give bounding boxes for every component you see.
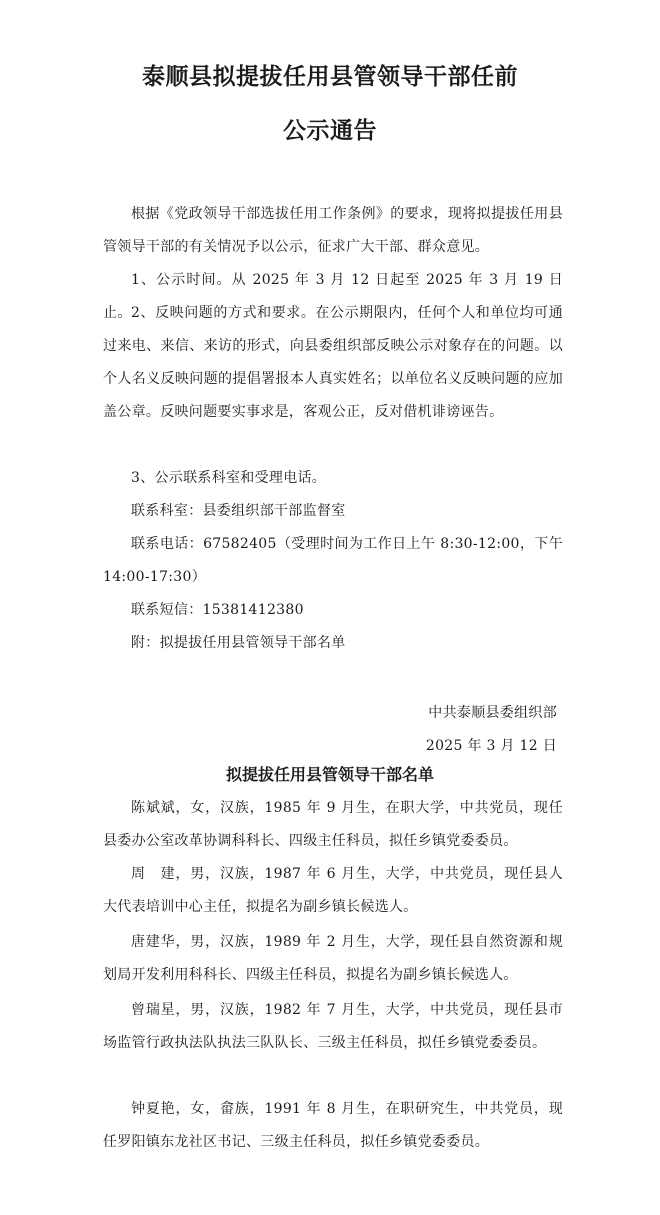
notice-title-line2: 公示通告 — [283, 117, 377, 144]
publicity-period: 1、公示时间。从 2025 年 3 月 12 日起至 2025 年 3 月 19 日止。 — [103, 272, 563, 321]
contact-sms: 联系短信：15381412380 — [131, 602, 304, 618]
contact-phone: 联系电话：67582405（受理时间为工作日上午 8:30-12:00，下午 14:00-17:30） — [103, 536, 563, 585]
feedback-method-paragraph: 2、反映问题的方式和要求。在公示期限内，任何个人和单位均可通过来电、来信、来访的形式，向县委组织部反映公示对象存在的问题。以个人名义反映问题的提倡署报本人真实姓名；以单位名义反映问题的应加盖公章。反映问题要实事求是，客观公正，反对借机诽谤诬告。 — [103, 305, 563, 420]
intro-paragraph: 根据《党政领导干部选拔任用工作条例》的要求，现将拟提拔任用县管领导干部的有关情况予以公示，征求广大干部、群众意见。 — [103, 206, 563, 255]
contact-office: 联系科室：县委组织部干部监督室 — [131, 503, 346, 519]
candidate-list-title: 拟提拔任用县管领导干部名单 — [225, 765, 434, 784]
signature-org: 中共泰顺县委组织部 — [428, 705, 557, 721]
signature-date: 2025 年 3 月 12 日 — [425, 738, 557, 754]
candidate-item: 曾瑞星，男，汉族，1982 年 7 月生，大学，中共党员，现任县市场监管行政执法队执法三队队长、三级主任科员，拟任乡镇党委委员。 — [103, 1002, 563, 1051]
notice-title-line1: 泰顺县拟提拔任用县管领导干部任前 — [142, 63, 518, 90]
candidate-item: 陈斌斌，女，汉族，1985 年 9 月生，在职大学，中共党员，现任县委办公室改革协调科科长、四级主任科员，拟任乡镇党委委员。 — [103, 800, 563, 849]
candidate-item: 唐建华，男，汉族，1989 年 2 月生，大学，现任县自然资源和规划局开发利用科科长、四级主任科员，拟提名为副乡镇长候选人。 — [103, 934, 563, 983]
contact-heading: 3、公示联系科室和受理电话。 — [131, 470, 327, 486]
attachment-note: 附：拟提拔任用县管领导干部名单 — [131, 635, 346, 651]
candidate-item: 周 建，男，汉族，1987 年 6 月生，大学，中共党员，现任县人大代表培训中心主任，拟提名为副乡镇长候选人。 — [103, 866, 563, 915]
candidate-item: 钟夏艳，女，畲族，1991 年 8 月生，在职研究生，中共党员，现任罗阳镇东龙社区书记、三级主任科员，拟任乡镇党委委员。 — [103, 1101, 563, 1150]
